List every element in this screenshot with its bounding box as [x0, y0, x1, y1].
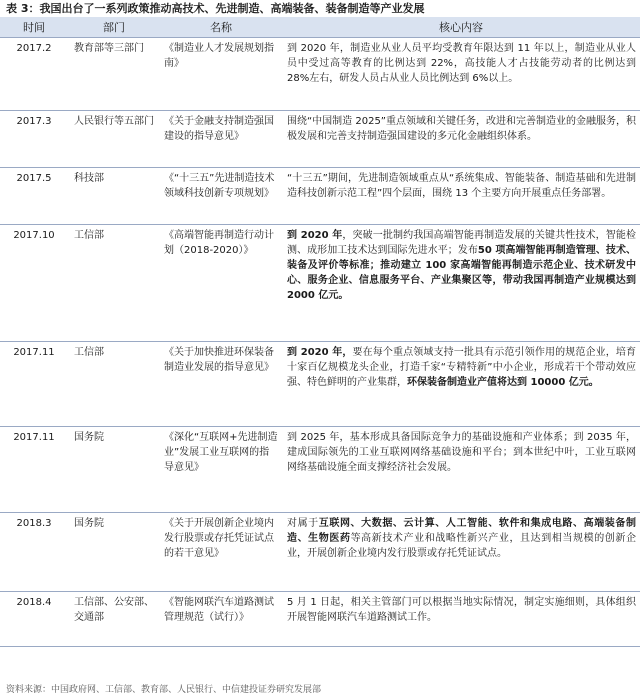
table-header-row: [0, 17, 640, 38]
content-bold-segment: 到 2020 年: [287, 230, 343, 241]
content-bold-segment: 到 2020 年，: [287, 347, 353, 358]
content-segment: 围绕“中国制造 2025”重点领域和关键任务，改进和完善制造业的金融服务，积极发展和完善支持制造强国建设的多元化金融组织体系。: [287, 116, 636, 142]
content-segment: 要在每个重点领域支持一批具有示范引领作用的规范企业，培育十家百亿规模龙头企业，打造千家“专精特新”中小企业，形成若干个带动效应强、特色鲜明的产业集群，: [287, 347, 636, 388]
row-name: 《智能网联汽车道路测试管理规范（试行）》: [160, 592, 282, 647]
content-bold-segment: 环保装备制造业产值将达到 10000 亿元。: [407, 377, 599, 388]
content-segment: “十三五”期间，先进制造领域重点从“系统集成、智能装备、制造基础和先进制造科技创新示范工程”四个层面，围绕 13 个主要方向开展重点任务部署。: [287, 173, 636, 199]
policy-table: [0, 17, 640, 647]
table-row: [0, 225, 640, 342]
row-dept: 工信部: [68, 225, 160, 342]
row-content: [282, 168, 640, 225]
table-row: [0, 427, 640, 513]
row-name: 《高端智能再制造行动计划（2018-2020）》: [160, 225, 282, 342]
table-title: 表 3：我国出台了一系列政策推动高技术、先进制造、高端装备、装备制造等产业发展: [6, 2, 425, 15]
row-dept: 国务院: [68, 427, 160, 513]
row-content: [282, 592, 640, 647]
row-name: 《关于开展创新企业境内发行股票或存托凭证试点的若干意见》: [160, 513, 282, 592]
row-content: [282, 427, 640, 513]
row-date: 2017.11: [0, 342, 68, 427]
row-dept: 工信部: [68, 342, 160, 427]
row-date: 2018.3: [0, 513, 68, 592]
row-dept: 科技部: [68, 168, 160, 225]
header-dept: 部门: [68, 17, 160, 38]
row-content: [282, 225, 640, 342]
content-bold-segment: 50 项高端智能再制造管理、技术、装备及评价等标准；推动建立 100 家高端智能再制造示范企业、技术研发中心、服务企业、信息服务平台、产业集聚区等，带动我国再制造产业规模达到 2000 亿元。: [287, 245, 636, 301]
row-name: 《关于加快推进环保装备制造业发展的指导意见》: [160, 342, 282, 427]
row-content: [282, 111, 640, 168]
row-dept: 人民银行等五部门: [68, 111, 160, 168]
content-segment: 5 月 1 日起，相关主管部门可以根据当地实际情况，制定实施细则，具体组织开展智能网联汽车道路测试工作。: [287, 597, 636, 623]
row-date: 2017.3: [0, 111, 68, 168]
row-name: 《制造业人才发展规划指南》: [160, 38, 282, 111]
content-segment: 等高新技术产业和战略性新兴产业，且达到相当规模的创新企业，开展创新企业境内发行股票或存托凭证试点。: [287, 533, 636, 559]
table-row: [0, 342, 640, 427]
header-date: 时间: [0, 17, 68, 38]
content-segment: ，突破一批制约我国高端智能再制造发展的关键共性技术，智能检测、成形加工技术达到国际先进水平；发布: [287, 230, 637, 256]
row-content: [282, 38, 640, 111]
row-dept: 国务院: [68, 513, 160, 592]
row-date: 2017.2: [0, 38, 68, 111]
row-content: [282, 342, 640, 427]
header-content: 核心内容: [282, 17, 640, 38]
row-name: 《关于金融支持制造强国建设的指导意见》: [160, 111, 282, 168]
row-date: 2017.10: [0, 225, 68, 342]
row-dept: 教育部等三部门: [68, 38, 160, 111]
content-segment: 到 2025 年，基本形成具备国际竞争力的基础设施和产业体系；到 2035 年，建成国际领先的工业互联网网络基础设施和平台；到本世纪中叶，工业互联网网络基础设施全面支撑经济社会发展。: [287, 432, 636, 473]
row-date: 2018.4: [0, 592, 68, 647]
row-content: [282, 513, 640, 592]
row-name: 《“十三五”先进制造技术领域科技创新专项规划》: [160, 168, 282, 225]
table-row: [0, 38, 640, 111]
row-dept: 工信部、公安部、交通部: [68, 592, 160, 647]
table-row: [0, 513, 640, 592]
header-name: 名称: [160, 17, 282, 38]
source-note: 资料来源：中国政府网、工信部、教育部、人民银行、中信建投证券研究发展部: [6, 685, 322, 695]
content-segment: 对属于: [287, 518, 319, 529]
table-row: [0, 111, 640, 168]
row-name: 《深化“互联网+先进制造业”发展工业互联网的指导意见》: [160, 427, 282, 513]
content-bold-segment: 互联网、大数据、云计算、人工智能、软件和集成电路、高端装备制造、生物医药: [287, 518, 636, 544]
table-body: [0, 38, 640, 647]
row-date: 2017.5: [0, 168, 68, 225]
content-segment: 到 2020 年，制造业从业人员平均受教育年限达到 11 年以上，制造业从业人员中受过高等教育的比例达到 22%，高技能人才占技能劳动者的比例达到 28%左右，研发人员占从业人员比例达到 6%以上。: [287, 43, 636, 84]
table-row: [0, 168, 640, 225]
table-row: [0, 592, 640, 647]
row-date: 2017.11: [0, 427, 68, 513]
